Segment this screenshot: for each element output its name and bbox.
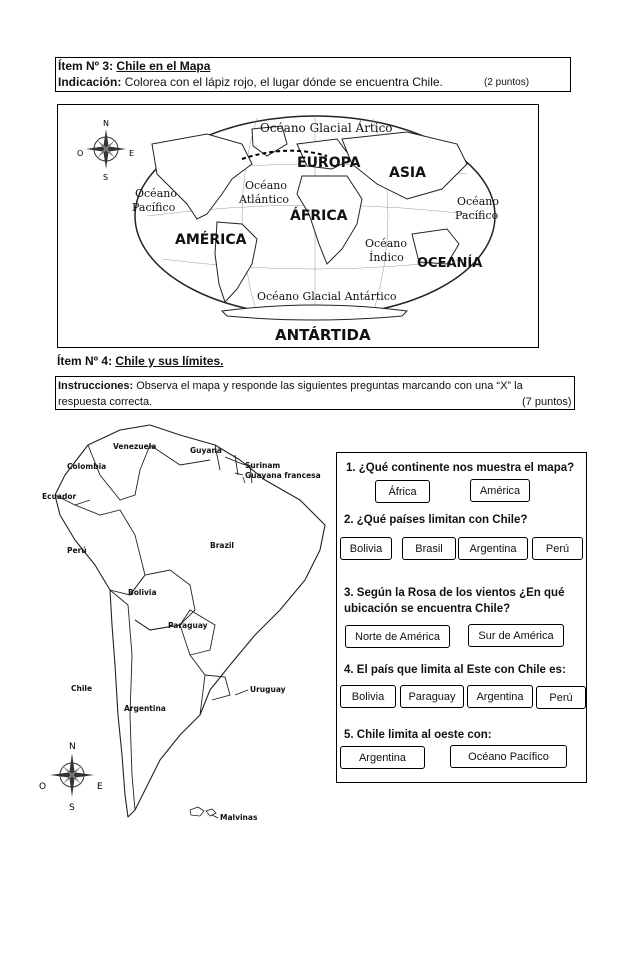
label-antarctic: Océano Glacial Antártico [257,290,397,303]
label-asia: ASIA [389,165,426,181]
item4-instr-line2: respuesta correcta. [58,396,153,408]
q3-option-norte[interactable]: Norte de América [345,625,450,648]
label-venezuela: Venezuela [113,442,157,451]
label-brazil: Brazil [210,541,234,550]
sa-compass-icon [50,753,94,797]
label-surinam: Surinam [245,461,281,470]
label-arctic: Océano Glacial Ártico [260,121,393,135]
label-chile: Chile [71,684,93,693]
antarctica-shape [222,305,407,320]
world-compass-e: E [129,149,135,158]
q5-option-argentina[interactable]: Argentina [340,746,425,769]
world-compass-s: S [103,173,109,182]
item3-title-text: Chile en el Mapa [116,59,211,73]
label-colombia: Colombia [67,462,107,471]
q4-option-bolivia[interactable]: Bolivia [340,685,396,708]
label-europa: EUROPA [297,155,361,171]
malvinas-shape [190,807,216,816]
label-ecuador: Ecuador [42,492,77,501]
label-atlantic-1: Océano [245,179,287,192]
q4-option-peru[interactable]: Perú [536,686,586,709]
q4-option-argentina[interactable]: Argentina [467,685,533,708]
question-2: 2. ¿Qué países limitan con Chile? [344,514,528,526]
label-indian-1: Océano [365,237,407,250]
sa-compass-s: S [69,803,75,813]
label-guayana: Guayana francesa [245,471,321,480]
label-malvinas: Malvinas [220,813,258,822]
q2-option-peru[interactable]: Perú [532,537,583,560]
label-oceania: OCEANÍA [417,256,483,271]
label-guyana: Guyana [190,446,222,455]
q1-option-america[interactable]: América [470,479,530,502]
world-map [57,104,539,348]
item4-instr-prefix: Instrucciones: [58,380,134,392]
question-3-line2: ubicación se encuentra Chile? [344,603,511,615]
q1-option-africa[interactable]: África [375,480,430,503]
world-compass-o: O [77,149,84,158]
label-argentina: Argentina [124,704,166,713]
label-bolivia: Bolivia [128,588,157,597]
label-uruguay: Uruguay [250,685,286,694]
item3-title [58,59,210,73]
label-africa: ÁFRICA [290,208,348,224]
item4-instr-line1 [58,380,523,392]
south-america-map [40,415,340,835]
q5-option-oceano[interactable]: Océano Pacífico [450,745,567,768]
world-compass-icon [86,129,126,169]
label-atlantic-2: Atlántico [239,193,290,206]
label-pacific-left-2: Pacífico [132,201,176,214]
label-peru: Perú [67,546,87,555]
item3-points: (2 puntos) [484,77,530,88]
item4-instr-text1: Observa el mapa y responde las siguientes preguntas marcando con una “X” la [136,380,523,392]
question-4: 4. El país que limita al Este con Chile es: [344,664,566,676]
label-pacific-right-1: Océano [457,195,499,208]
item4-title-prefix: Ítem Nº 4: [57,354,113,368]
q3-option-sur[interactable]: Sur de América [468,624,564,647]
item3-title-prefix: Ítem Nº 3: [58,59,114,73]
item3-instr-prefix: Indicación: [58,75,122,89]
q2-option-argentina[interactable]: Argentina [458,537,528,560]
q2-option-brasil[interactable]: Brasil [402,537,456,560]
question-3-line1: 3. Según la Rosa de los vientos ¿En qué [344,587,565,599]
sa-compass-o: O [39,782,47,792]
label-pacific-right-2: Pacífico [455,209,499,222]
world-compass-n: N [103,119,109,128]
item4-title-text: Chile y sus límites. [115,354,224,368]
q4-option-paraguay[interactable]: Paraguay [400,685,464,708]
item3-instr-text: Colorea con el lápiz rojo, el lugar dónde se encuentra Chile. [124,75,443,89]
label-pacific-left-1: Océano [135,187,177,200]
label-paraguay: Paraguay [168,621,208,630]
item4-points: (7 puntos) [522,396,572,408]
label-antartida: ANTÁRTIDA [275,326,371,344]
label-indian-2: Índico [369,251,404,264]
q2-option-bolivia[interactable]: Bolivia [340,537,392,560]
question-1: 1. ¿Qué continente nos muestra el mapa? [346,462,575,474]
sa-compass-e: E [97,782,103,792]
sa-compass-n: N [69,742,76,752]
label-america: AMÉRICA [175,232,247,248]
question-5: 5. Chile limita al oeste con: [344,729,492,741]
item4-title [57,354,223,368]
item3-instruction [58,75,443,89]
